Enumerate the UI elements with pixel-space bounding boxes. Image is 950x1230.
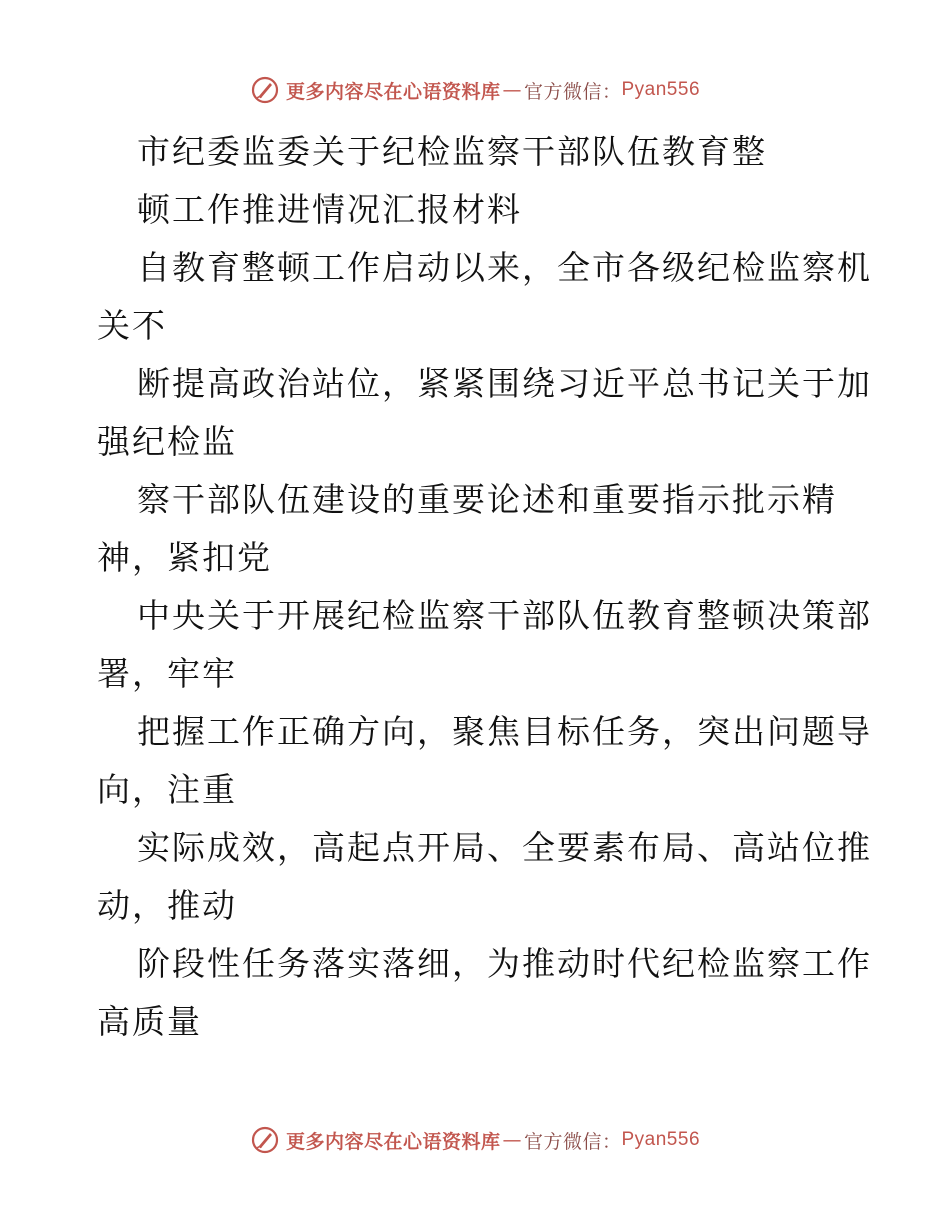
doc-paragraph-line: 断提高政治站位，紧紧围绕习近平总书记关于加 (137, 364, 872, 403)
doc-paragraph-line: 中央关于开展纪检监察干部队伍教育整顿决策部 (137, 596, 872, 635)
doc-paragraph-line: 把握工作正确方向，聚焦目标任务，突出问题导 (137, 712, 872, 751)
footer-banner (0, 1120, 950, 1160)
banner-wechat-id: Pyan556 (621, 1129, 701, 1150)
banner-wechat-id: Pyan556 (621, 79, 701, 100)
doc-paragraph-line: 自教育整顿工作启动以来，全市各级纪检监察机 (137, 248, 872, 287)
doc-paragraph-line: 强纪检监 (97, 422, 237, 461)
doc-paragraph-line: 实际成效，高起点开局、全要素布局、高站位推 (137, 828, 872, 867)
doc-paragraph-line: 动，推动 (97, 886, 237, 925)
document-body (97, 123, 872, 1051)
banner-dash: — (502, 79, 522, 101)
doc-title-line-1: 市纪委监委关于纪检监察干部队伍教育整 (137, 132, 767, 171)
banner-dash: — (502, 1129, 522, 1151)
doc-paragraph-line: 向，注重 (97, 770, 237, 809)
banner-site-text: 更多内容尽在心语资料库 (285, 1130, 501, 1153)
header-banner (0, 70, 950, 110)
quill-pen-logo-icon (250, 1125, 280, 1155)
doc-paragraph-line: 察干部队伍建设的重要论述和重要指示批示精 (137, 480, 837, 519)
doc-paragraph-line: 神，紧扣党 (97, 538, 272, 577)
quill-pen-logo-icon (250, 75, 280, 105)
banner-label: 官方微信： (523, 1130, 622, 1153)
banner-site-text: 更多内容尽在心语资料库 (285, 80, 501, 103)
doc-paragraph-line: 高质量 (97, 1002, 202, 1041)
doc-paragraph-line: 阶段性任务落实落细，为推动时代纪检监察工作 (137, 944, 872, 983)
doc-title-line-2: 顿工作推进情况汇报材料 (137, 190, 522, 229)
banner-label: 官方微信： (523, 80, 622, 103)
doc-paragraph-line: 关不 (97, 306, 167, 345)
doc-paragraph-line: 署，牢牢 (97, 654, 237, 693)
